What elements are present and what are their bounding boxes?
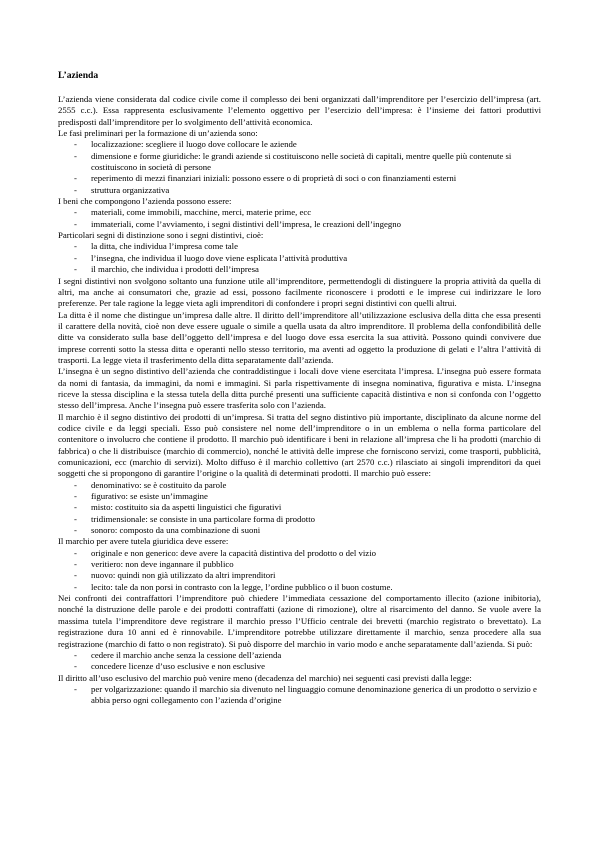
paragraph: Il marchio per avere tutela giuridica deve essere:	[58, 536, 229, 547]
list-item: - il marchio, che individua i prodotti dell’impresa	[58, 264, 541, 275]
list-item: - figurativo: se esiste un’immagine	[58, 491, 541, 502]
list-item: - veritiero: non deve ingannare il pubblico	[58, 559, 541, 570]
bullet-list	[58, 548, 541, 593]
list-item: - per volgarizzazione: quando il marchio sia divenuto nel linguaggio comune denominazione generica di un prodotto o servizio e abbia perso ogni collegamento con l’azienda d’origine	[58, 684, 541, 707]
list-item: - lecito: tale da non porsi in contrasto con la legge, l’ordine pubblico o il buon costume.	[58, 582, 541, 593]
list-item: - cedere il marchio anche senza la cessione dell’azienda	[58, 650, 541, 661]
list-item: - originale e non generico: deve avere la capacità distintiva del prodotto o del vizio	[58, 548, 541, 559]
list-item: - struttura organizzativa	[58, 185, 541, 196]
bullet-list	[58, 480, 541, 537]
paragraph: I beni che compongono l’azienda possono essere:	[58, 196, 232, 207]
document-page	[58, 70, 541, 707]
bullet-list	[58, 241, 541, 275]
document-body	[58, 94, 541, 707]
list-item: - materiali, come immobili, macchine, merci, materie prime, ecc	[58, 207, 541, 218]
list-item: - concedere licenze d’uso esclusive e non esclusive	[58, 661, 541, 672]
list-item: - misto: costituito sia da aspetti linguistici che figurativi	[58, 502, 541, 513]
paragraph: Particolari segni di distinzione sono i segni distintivi, cioè:	[58, 230, 264, 241]
list-item: - l’insegna, che individua il luogo dove viene esplicata l’attività produttiva	[58, 253, 541, 264]
document-title: L’azienda	[58, 70, 99, 81]
list-item: - dimensione e forme giuridiche: le grandi aziende si costituiscono nelle società di capitali, mentre quelle più contenute si costituiscono in società di persone	[58, 151, 541, 174]
paragraph: Il marchio è il segno distintivo dei prodotti di un’impresa. Si tratta del segno distintivo più importante, disciplinato da alcune norme del codice civile e da leggi speciali. Esso può consistere nel nome dell’imprenditore o in un emblema o nella forma particolare del contenitore o involucro che contiene il prodotto. Il marchio può identificare i beni in relazione all’impresa che li ha prodotti (marchio di fabbrica) o che li distribuisce (marchio di commercio), nonché le attività delle imprese che forniscono servizi, come trasporti, pubblicità, comunicazioni, ecc (marchio di servizi). Molto diffuso è il marchio collettivo (art 2570 c.c.) rilasciato ai singoli imprenditori da quei soggetti che si propongono di garantire l’origine o la qualità di determinati prodotti. Il marchio può essere:	[58, 411, 541, 479]
list-item: - localizzazione: scegliere il luogo dove collocare le aziende	[58, 139, 541, 150]
paragraph: Le fasi preliminari per la formazione di un’azienda sono:	[58, 128, 258, 139]
list-item: - sonoro: composto da una combinazione di suoni	[58, 525, 541, 536]
list-item: - nuovo: quindi non già utilizzato da altri imprenditori	[58, 570, 541, 581]
bullet-list	[58, 207, 541, 230]
bullet-list	[58, 139, 541, 196]
paragraph: Il diritto all’uso esclusivo del marchio può venire meno (decadenza del marchio) nei seguenti casi previsti dalla legge:	[58, 672, 472, 683]
paragraph: Nei confronti dei contraffattori l’imprenditore può chiedere l’immediata cessazione del comportamento illecito (azione inibitoria), nonché la distruzione delle parole e dei prodotti contraffatti (azione di rimozione), oltre al risarcimento del danno. Se vuole avere la massima tutela l’imprenditore deve registrare il marchio presso l’Ufficio centrale dei brevetti (marchio registrato o brevettato). La registrazione dura 10 anni ed è rinnovabile. L’imprenditore potrebbe utilizzare direttamente il marchio, senza procedere alla sua registrazione (marchio di fatto o non registrato). Si può disporre del marchio in vario modo e anche separatamente dall’azienda. Si può:	[58, 593, 541, 649]
paragraph: L’insegna è un segno distintivo dell’azienda che contraddistingue i locali dove viene esercitata l’impresa. L’insegna può essere formata da nomi di fantasia, da immagini, da nomi e immagini. Si parla rispettivamente di insegna nominativa, figurativa e mista. L’insegna riceve la stessa disciplina e la stessa tutela della ditta purché presenti una sufficiente capacità distintiva e non si confonda con l’oggetto stesso dell’impresa. Anche l’insegna può essere trasferita solo con l’azienda.	[58, 366, 541, 411]
paragraph: L’azienda viene considerata dal codice civile come il complesso dei beni organizzati dall’imprenditore per l’esercizio dell’impresa (art. 2555 c.c.). Essa rappresenta esclusivamente l’elemento oggettivo per l’esercizio dell’impresa: è l’insieme dei fattori produttivi predisposti dall’imprenditore per lo svolgimento dell’attività economica.	[58, 94, 541, 127]
list-item: - immateriali, come l’avviamento, i segni distintivi dell’impresa, le creazioni dell’ingegno	[58, 219, 541, 230]
list-item: - tridimensionale: se consiste in una particolare forma di prodotto	[58, 514, 541, 525]
list-item: - denominativo: se è costituito da parole	[58, 480, 541, 491]
list-item: - la ditta, che individua l’impresa come tale	[58, 241, 541, 252]
bullet-list	[58, 650, 541, 673]
paragraph: La ditta è il nome che distingue un’impresa dalle altre. Il diritto dell’imprenditore all’utilizzazione esclusiva della ditta che essa presenti il carattere della novità, cioè non deve essere uguale o simile a quella usata da altro imprenditore. Il problema della confondibilità delle ditte va considerato sulla base dell’oggetto dell’impresa e del luogo dove essa esercita la sua attività. Possono quindi convivere due imprese correnti sotto la stessa ditta e operanti nello stesso territorio, ma aventi ad oggetto la produzione di gelati e l’altra l’attività di trasporti. La legge vieta il trasferimento della ditta separatamente dall’azienda.	[58, 309, 541, 365]
paragraph: I segni distintivi non svolgono soltanto una funzione utile all’imprenditore, permettendogli di distinguere la propria attività da quella di altri, ma anche ai consumatori che, grazie ad essi, possono facilmente riconoscere i prodotti e le imprese cui indirizzare le loro preferenze. Per tale ragione la legge vieta agli imprenditori di confondere i propri segni distintivi con quelli altrui.	[58, 275, 541, 309]
bullet-list	[58, 684, 541, 707]
list-item: - reperimento di mezzi finanziari iniziali: possono essere o di proprietà di soci o con finanziamenti esterni	[58, 173, 541, 184]
